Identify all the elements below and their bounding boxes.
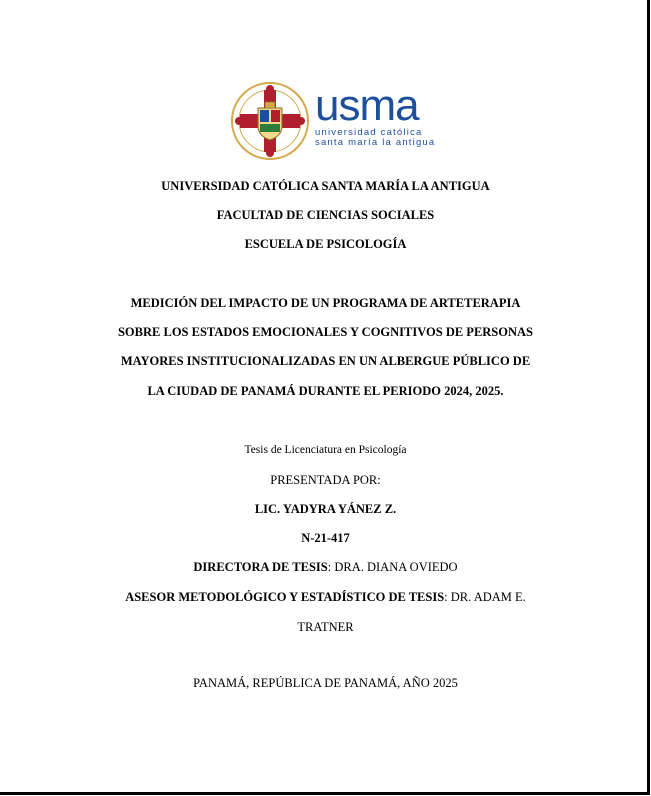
thesis-title-line-3: MAYORES INSTITUCIONALIZADAS EN UN ALBERGUE PÚBLICO DE [120,354,531,368]
director-label: DIRECTORA DE TESIS [193,560,328,574]
thesis-title-line-2: SOBRE LOS ESTADOS EMOCIONALES Y COGNITIVOS DE PERSONAS [117,325,533,339]
author-name: LIC. YADYRA YÁNEZ Z. [254,502,397,516]
student-id: N-21-417 [301,531,350,545]
advisor-name-continued: TRATNER [297,620,354,634]
university-name: UNIVERSIDAD CATÓLICA SANTA MARÍA LA ANTIGUA [161,179,490,193]
presented-by: PRESENTADA POR: [270,473,381,487]
university-logo [230,80,440,162]
place-and-year: PANAMÁ, REPÚBLICA DE PANAMÁ, AÑO 2025 [193,676,458,690]
wordmark-subtitle-2: santa maría la antigua [315,137,436,148]
faculty-name: FACULTAD DE CIENCIAS SOCIALES [216,208,435,222]
thesis-title-line-1: MEDICIÓN DEL IMPACTO DE UN PROGRAMA DE ARTETERAPIA [130,296,521,310]
thesis-director [0,560,651,575]
advisor-name: : DR. ADAM E. [444,590,526,604]
director-name: : DRA. DIANA OVIEDO [327,560,458,574]
wordmark-text: usma [315,81,419,130]
thesis-type: Tesis de Licenciatura en Psicología [244,444,407,456]
university-seal-icon [230,80,312,162]
wordmark-subtitle-1: universidad católica [315,127,423,138]
usma-wordmark [315,81,436,148]
thesis-title-line-4: LA CIUDAD DE PANAMÁ DURANTE EL PERIODO 2024, 2025. [147,384,504,398]
thesis-advisor [0,590,651,605]
advisor-label: ASESOR METODOLÓGICO Y ESTADÍSTICO DE TESIS [125,590,445,604]
school-name: ESCUELA DE PSICOLOGÍA [244,237,407,251]
